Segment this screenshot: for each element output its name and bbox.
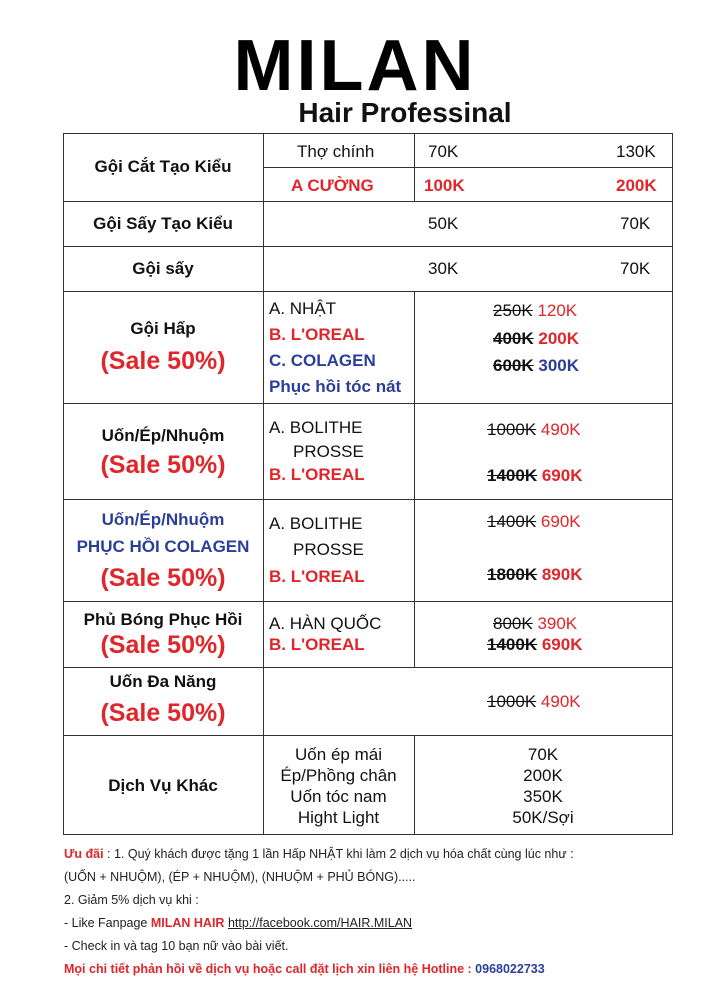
cut-row2-price-1: 100K <box>424 176 465 195</box>
brand-header <box>0 26 710 128</box>
service-perm-colagen-name: Uốn/Ép/Nhuộm <box>101 510 225 529</box>
promo-line-2: (UỐN + NHUỘM), (ÉP + NHUỘM), (NHUỘM + PHỦ BÓNG)..... <box>64 870 416 884</box>
cut-row1-label: Thợ chính <box>297 142 375 161</box>
service-steam-name: Gội Hấp <box>130 319 196 338</box>
multi-perm-sale-badge: (Sale 50%) <box>100 699 226 727</box>
other-price-3: 350K <box>523 787 563 806</box>
gloss-price-1: 800K 390K <box>493 614 578 633</box>
dry-style-price-1: 50K <box>428 214 459 233</box>
steam-option-4: Phục hồi tóc nát <box>269 377 402 396</box>
cut-row2-price-2: 200K <box>616 176 657 195</box>
checkin-line: - Check in và tag 10 bạn nữ vào bài viết. <box>64 939 289 953</box>
other-item-4: Hight Light <box>297 808 380 827</box>
fanpage-brand: MILAN HAIR <box>150 916 225 930</box>
promo-label: Ưu đãi <box>64 847 104 861</box>
steam-price-3: 600K 300K <box>493 356 580 375</box>
service-other-name: Dịch Vụ Khác <box>108 776 218 795</box>
brand-subtitle: Hair Professinal <box>298 97 512 128</box>
steam-option-3: C. COLAGEN <box>269 351 376 370</box>
perm-sale-badge: (Sale 50%) <box>100 451 226 479</box>
service-perm-colagen-name-2: PHỤC HỒI COLAGEN <box>76 537 250 556</box>
service-gloss-name: Phủ Bóng Phục Hồi <box>83 610 243 629</box>
other-price-2: 200K <box>523 766 563 785</box>
steam-price-2: 400K 200K <box>493 329 580 348</box>
promo-line-3: 2. Giảm 5% dịch vụ khi : <box>64 893 199 907</box>
footer-notes <box>64 843 704 981</box>
cut-row1-price-2: 130K <box>616 142 656 161</box>
steam-sale-badge: (Sale 50%) <box>100 347 226 375</box>
hotline-number[interactable]: 0968022733 <box>475 962 545 976</box>
gloss-option-2: B. L'OREAL <box>269 635 365 654</box>
promo-line-1: Ưu đãi : 1. Quý khách được tặng 1 lần Hấp NHẬT khi làm 2 dịch vụ hóa chất cùng lúc như : <box>64 847 574 861</box>
steam-option-1: A. NHẬT <box>269 299 337 318</box>
like-fanpage-line: - Like Fanpage MILAN HAIR http://facebook.com/HAIR.MILAN <box>64 916 413 930</box>
other-price-1: 70K <box>527 745 559 764</box>
service-multi-perm-name: Uốn Đa Năng <box>109 672 217 691</box>
cut-row2-label: A CƯỜNG <box>291 176 374 195</box>
service-dry-name: Gội sấy <box>132 259 194 278</box>
other-item-1: Uốn ép mái <box>295 745 382 764</box>
other-price-4: 50K/Sợi <box>512 808 574 827</box>
perm-price-2: 1400K 690K <box>487 466 583 485</box>
brand-title: MILAN <box>233 26 477 106</box>
perm-colagen-price-2: 1800K 890K <box>487 565 583 584</box>
steam-option-2: B. L'OREAL <box>269 325 365 344</box>
dry-price-2: 70K <box>620 259 651 278</box>
perm-colagen-price-1: 1400K 690K <box>487 512 581 531</box>
perm-colagen-sale-badge: (Sale 50%) <box>100 564 226 592</box>
perm-colagen-option-3: B. L'OREAL <box>269 567 365 586</box>
perm-option-1: A. BOLITHE <box>269 418 363 437</box>
perm-colagen-option-1: A. BOLITHE <box>269 514 363 533</box>
other-item-2: Ép/Phồng chân <box>280 766 397 785</box>
gloss-price-2: 1400K 690K <box>487 635 583 654</box>
fanpage-link[interactable]: http://facebook.com/HAIR.MILAN <box>227 916 413 930</box>
service-dry-style-name: Gội Sấy Tạo Kiểu <box>93 214 233 233</box>
hotline-line: Mọi chi tiết phản hồi về dịch vụ hoặc call đặt lịch xin liên hệ Hotline : 0968022733 <box>64 962 545 976</box>
service-perm-name: Uốn/Ép/Nhuộm <box>101 426 225 445</box>
gloss-option-1: A. HÀN QUỐC <box>269 614 382 633</box>
perm-price-1: 1000K 490K <box>487 420 581 439</box>
dry-style-price-2: 70K <box>620 214 651 233</box>
service-cut-name: Gội Cắt Tạo Kiểu <box>94 157 232 176</box>
multi-perm-price: 1000K 490K <box>487 692 581 711</box>
steam-price-1: 250K 120K <box>493 301 578 320</box>
perm-colagen-option-2: PROSSE <box>293 540 364 559</box>
perm-option-3: B. L'OREAL <box>269 465 365 484</box>
perm-option-2: PROSSE <box>293 442 364 461</box>
other-item-3: Uốn tóc nam <box>290 787 387 806</box>
dry-price-1: 30K <box>428 259 459 278</box>
cut-row1-price-1: 70K <box>428 142 459 161</box>
gloss-sale-badge: (Sale 50%) <box>100 631 226 659</box>
